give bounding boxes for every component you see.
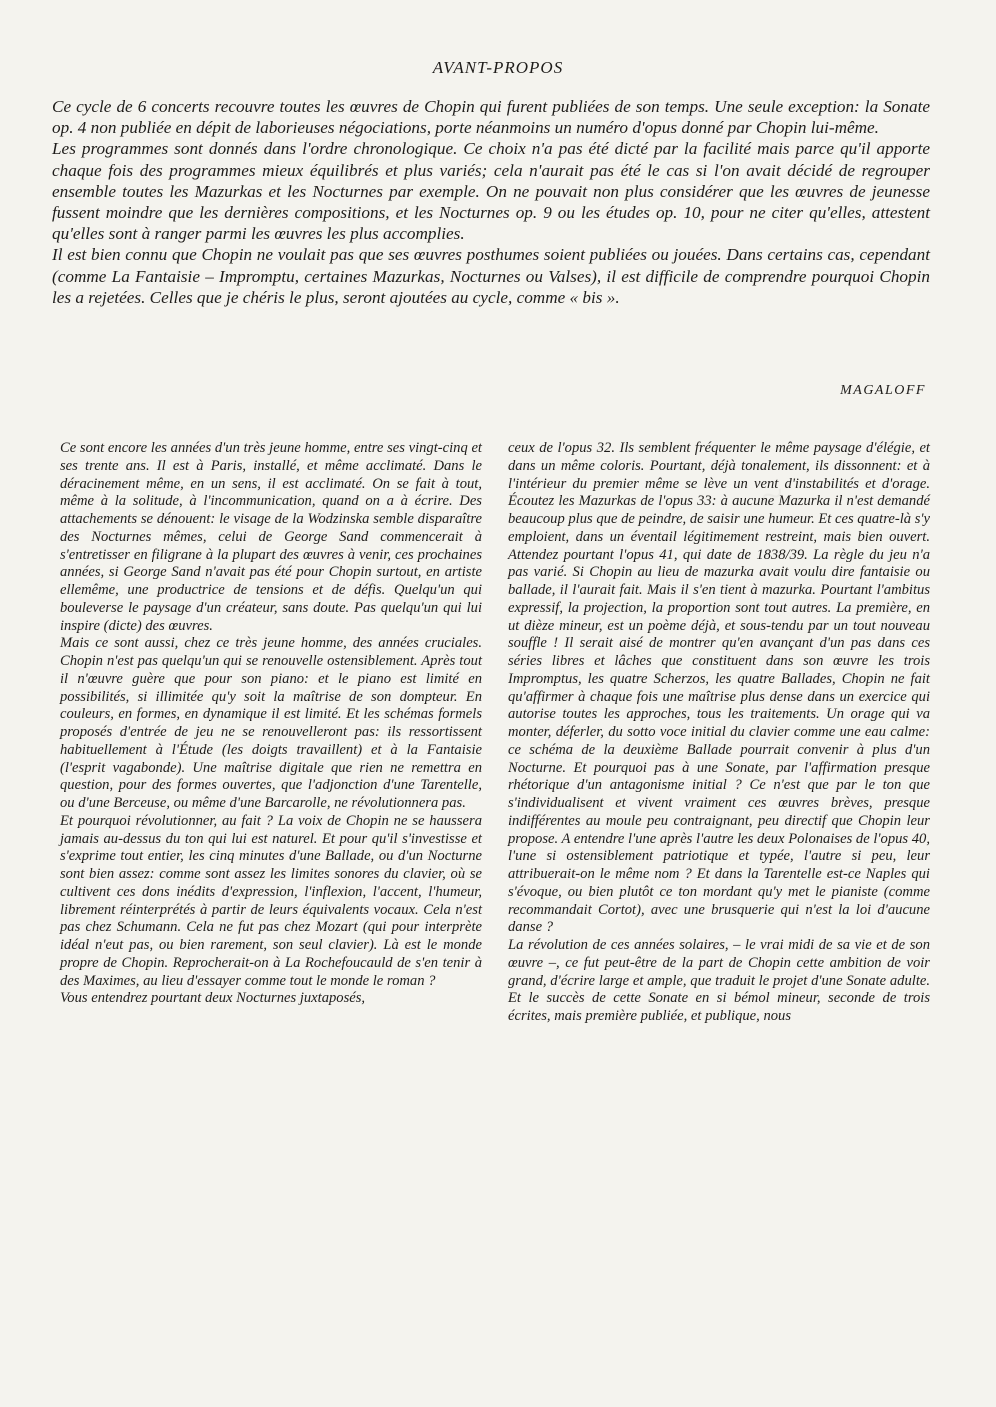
author-signature: MAGALOFF	[840, 383, 926, 398]
text-column-right	[508, 440, 930, 1026]
foreword-paragraph: Il est bien connu que Chopin ne voulait pas que ses œuvres posthumes soient publiées ou jouées. Dans certains cas, cependant (comme La Fantaisie – Impromptu, certaines Mazurkas, Nocturnes ou Valses), il est difficile de comprendre pourquoi Chopin les a rejetées. Celles que je chéris le plus, seront ajoutées au cycle, comme « bis ».	[52, 245, 930, 307]
body-paragraph: ceux de l'opus 32. Ils semblent fréquenter le même paysage d'élégie, et dans un même coloris. Pourtant, déjà tonalement, ils dissonnent: et à l'intérieur du premier même se lève un vent d'instabilités et d'orage. Écoutez les Mazurkas de l'opus 33: à aucune Mazurka il n'est demandé beaucoup plus que de peindre, de saisir une humeur. Et ces quatre-là s'y emploient, dans un éventail légitimement restreint, mais bien ouvert. Attendez pourtant l'opus 41, qui date de 1838/39. La règle du jeu n'a pas varié. Si Chopin au lieu de mazurka avait voulu dire fantaisie ou ballade, il l'aurait fait. Mais il s'en tient à mazurka. Pourtant l'ambitus expressif, la projection, la proportion sont tout autres. La première, en ut dièze mineur, est un poème déjà, et sous-tendu par un tout nouveau souffle ! Il serait aisé de montrer qu'en avançant d'un pas dans ces séries libres et lâches que constituent dans son œuvre les trois Impromptus, les quatre Scherzos, les quatre Ballades, Chopin ne fait qu'affirmer à chaque fois une maîtrise plus dense dans un exercice qui autorise toutes les approches, tous les traitements. Un orage qui va monter, déferler, du sotto voce initial du clavier comme une eau calme: ce schéma de la deuxième Ballade pourrait convenir à plus d'un Nocturne. Et pourquoi pas à une Sonate, par l'affirmation presque rhétorique d'un antagonisme initial ? Ce n'est que par le ton que s'individualisent et vivent vraiment ces œuvres brèves, presque indifférentes au moule peu contraignant, peu directif que Chopin leur propose. A entendre l'une après l'autre les deux Polonaises de l'opus 40, l'une si ostensiblement patriotique et typée, l'autre si peu, leur attribuerait-on le même nom ? Et dans la Tarentelle est-ce Naples qui s'évoque, ou bien plutôt ce ton mordant qu'y met le pianiste (comme recommandait Cortot), avec une brusquerie qui n'est la loi d'aucune danse ?	[508, 440, 930, 936]
foreword	[52, 96, 930, 308]
body-paragraph: Ce sont encore les années d'un très jeune homme, entre ses vingt-cinq et ses trente ans. Il est à Paris, installé, et même acclimaté. Dans le déracinement même, en un sens, il est acclimaté. On se fait à tout, même à la solitude, à l'incommunication, quand on a à écrire. Des attachements se dénouent: le visage de la Wodzinska semble disparaître des Nocturnes mêmes, celui de George Sand commencerait à s'entretisser en filigrane à la plupart des œuvres à venir, ces prochaines années, si George Sand n'avait pas été pour Chopin surtout, en artiste ellemême, une productrice de tensions et de défis. Quelqu'un qui bouleverse le paysage d'un créateur, sans doute. Pas quelqu'un qui lui inspire (dicte) des œuvres.	[60, 440, 482, 634]
body-paragraph: Vous entendrez pourtant deux Nocturnes juxtaposés,	[60, 990, 366, 1007]
foreword-paragraph: Les programmes sont donnés dans l'ordre chronologique. Ce choix n'a pas été dicté par la facilité mais parce qu'il apporte chaque fois des programmes mieux équilibrés et plus variés; cela n'aurait pas été le cas si l'on avait décidé de regrouper ensemble toutes les Mazurkas et les Nocturnes par exemple. On ne pouvait non plus considérer que les œuvres de jeunesse fussent moindre que les dernières compositions, et les Nocturnes op. 9 ou les études op. 10, pour ne citer qu'elles, attestent qu'elles sont à ranger parmi les œuvres les plus accomplies.	[52, 139, 930, 244]
text-column-left	[60, 440, 482, 1008]
body-paragraph: La révolution de ces années solaires, – le vrai midi de sa vie et de son œuvre –, ce fut peut-être de la part de Chopin cette ambition de voir grand, d'écrire large et ample, que traduit le projet d'une Sonate adulte. Et le succès de cette Sonate en si bémol mineur, seconde de trois écrites, mais première publiée, et publique, nous	[508, 937, 930, 1024]
body-paragraph: Et pourquoi révolutionner, au fait ? La voix de Chopin ne se haussera jamais au-dessus du ton qui lui est naturel. Et pour qu'il s'investisse et s'exprime tout entier, les cinq minutes d'une Ballade, ou d'un Nocturne sont bien assez: comme sont assez les limites sonores du clavier, où se cultivent ces dons inédits d'expression, l'inflexion, l'accent, l'humeur, librement réinterprétés à partir de leurs équivalents vocaux. Cela n'est pas chez Schumann. Cela ne fut pas chez Mozart (qui pour interprète idéal n'eut pas, ou bien rarement, son seul clavier). Là est le monde propre de Chopin. Reprocherait-on à La Rochefoucauld de s'en tenir à des Maximes, au lieu d'essayer comme tout le monde le roman ?	[60, 812, 482, 989]
page-title: AVANT-PROPOS	[432, 58, 564, 77]
foreword-paragraph: Ce cycle de 6 concerts recouvre toutes les œuvres de Chopin qui furent publiées de son temps. Une seule exception: la Sonate op. 4 non publiée en dépit de laborieuses négociations, porte néanmoins un numéro d'opus donné par Chopin lui-même.	[52, 97, 930, 138]
body-paragraph: Mais ce sont aussi, chez ce très jeune homme, des années cruciales. Chopin n'est pas quelqu'un qui se renouvelle ostensiblement. Après tout il n'œuvre guère que pour son piano: et le piano est limité en possibilités, si illimitée qu'y soit la maîtrise de son dompteur. En couleurs, en formes, en dynamique il est limité. Et les schémas formels proposés d'entrée de jeu ne se renouvelleront pas: ils ressortissent habituellement à l'Étude (les doigts travaillent) et à la Fantaisie (l'esprit vagabonde). Une maîtrise digitale que rien ne remettra en question, pour des formes ouvertes, que l'adjonction d'une Tarentelle, ou d'une Berceuse, ou même d'une Barcarolle, ne révolutionnera pas.	[60, 635, 482, 811]
